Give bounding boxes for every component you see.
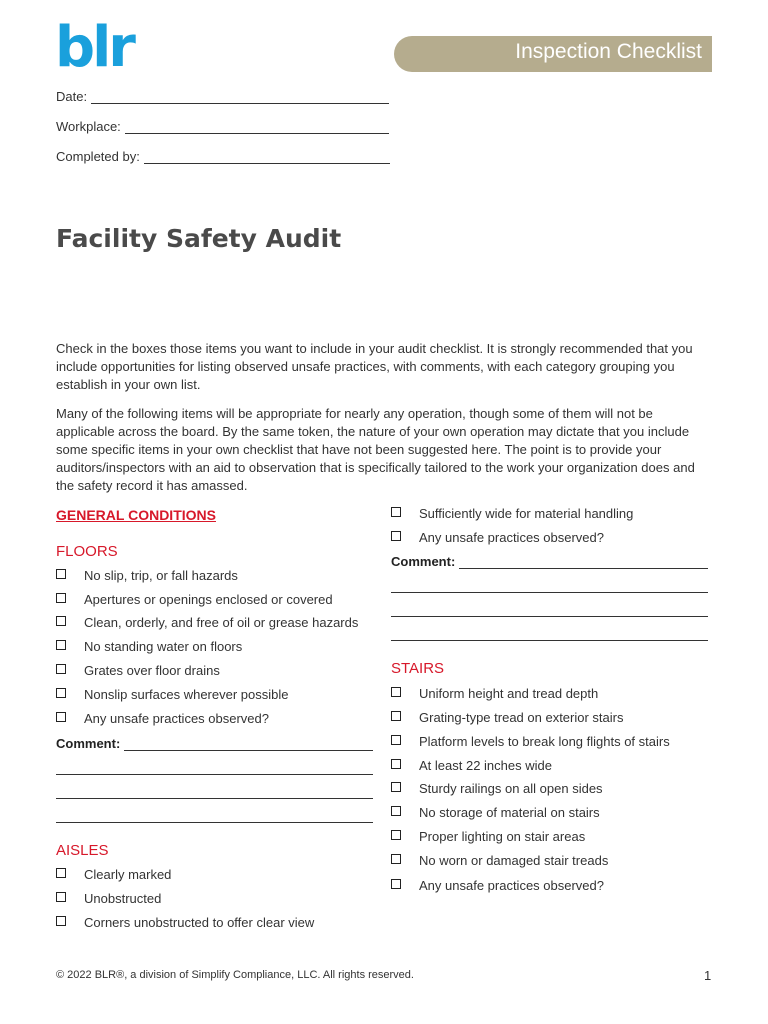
- date-input-line[interactable]: [91, 90, 389, 104]
- checkbox[interactable]: [56, 712, 66, 722]
- date-field: [56, 89, 389, 104]
- checkbox[interactable]: [56, 569, 66, 579]
- floors-comment: [56, 736, 120, 751]
- checklist-item[interactable]: [391, 853, 608, 868]
- blr-logo: blr: [55, 15, 133, 80]
- comment-line[interactable]: [459, 568, 708, 569]
- page-title: Facility Safety Audit: [56, 224, 342, 253]
- checkbox[interactable]: [391, 507, 401, 517]
- completed-by-label: Completed by:: [56, 149, 140, 164]
- checklist-item[interactable]: [56, 663, 220, 678]
- checkbox[interactable]: [56, 688, 66, 698]
- checklist-item-label: Platform levels to break long flights of stairs: [419, 734, 670, 749]
- comment-line[interactable]: [391, 592, 708, 593]
- checklist-item-label: No slip, trip, or fall hazards: [84, 568, 238, 583]
- checklist-item-label: Clearly marked: [84, 867, 172, 882]
- comment-line[interactable]: [124, 750, 373, 751]
- checklist-item-label: Proper lighting on stair areas: [419, 829, 586, 844]
- checklist-item-label: Grates over floor drains: [84, 663, 220, 678]
- checklist-item-label: No worn or damaged stair treads: [419, 853, 609, 868]
- checklist-item[interactable]: [391, 781, 603, 796]
- checklist-item[interactable]: [56, 915, 314, 930]
- comment-label: Comment:: [391, 554, 456, 569]
- checklist-item[interactable]: [56, 639, 242, 654]
- checklist-item-label: Uniform height and tread depth: [419, 686, 599, 701]
- comment-label: Comment:: [56, 736, 121, 751]
- checklist-item[interactable]: [391, 686, 598, 701]
- comment-line[interactable]: [56, 822, 373, 823]
- checklist-item[interactable]: [391, 734, 670, 749]
- checklist-item[interactable]: [391, 878, 604, 893]
- checklist-item[interactable]: [56, 687, 288, 702]
- intro-paragraph: Check in the boxes those items you want to include in your audit checklist. It is strongly recommended that you include opportunities for listing observed unsafe practices, with comments, with each category grouping you establish in your own list.: [56, 341, 693, 392]
- comment-line[interactable]: [56, 798, 373, 799]
- checklist-item-label: Any unsafe practices observed?: [419, 530, 604, 545]
- checklist-item[interactable]: [56, 568, 238, 583]
- checkbox[interactable]: [391, 782, 401, 792]
- checklist-item[interactable]: [56, 592, 333, 607]
- checklist-item-label: Sturdy railings on all open sides: [419, 781, 603, 796]
- checkbox[interactable]: [56, 868, 66, 878]
- checkbox[interactable]: [391, 806, 401, 816]
- checklist-item[interactable]: [391, 805, 600, 820]
- aisles-comment: [391, 554, 455, 569]
- checkbox[interactable]: [56, 664, 66, 674]
- checklist-item-label: Clean, orderly, and free of oil or grease hazards: [84, 615, 359, 630]
- checklist-item-label: At least 22 inches wide: [419, 758, 552, 773]
- checklist-item-label: Corners unobstructed to offer clear view: [84, 915, 315, 930]
- workplace-input-line[interactable]: [125, 120, 389, 134]
- guidance-paragraph: Many of the following items will be appropriate for nearly any operation, though some of them will not be applicable across the board. By the same token, the nature of your own operation may dictate that you include some specific items in your own checklist that have not been suggested here. The point is to provide your auditors/inspectors with an aid to observation that is specifically tailored to the work your organization does and the safety record it has amassed.: [56, 406, 695, 493]
- checklist-item-label: No storage of material on stairs: [419, 805, 600, 820]
- checklist-item-label: No standing water on floors: [84, 639, 243, 654]
- floors-heading: FLOORS: [56, 543, 118, 560]
- checkbox[interactable]: [56, 916, 66, 926]
- comment-line[interactable]: [56, 774, 373, 775]
- checkbox[interactable]: [391, 759, 401, 769]
- checklist-item-label: Apertures or openings enclosed or covered: [84, 592, 333, 607]
- checkbox[interactable]: [56, 616, 66, 626]
- comment-line[interactable]: [391, 640, 708, 641]
- checklist-item-label: Grating-type tread on exterior stairs: [419, 710, 624, 725]
- workplace-label: Workplace:: [56, 119, 121, 134]
- completed-by-field: [56, 149, 390, 164]
- checklist-item[interactable]: [391, 530, 604, 545]
- general-conditions-heading: GENERAL CONDITIONS: [56, 507, 216, 523]
- comment-line[interactable]: [391, 616, 708, 617]
- page-number: 1: [704, 968, 712, 983]
- inspection-checklist-banner: [394, 36, 712, 72]
- checkbox[interactable]: [391, 879, 401, 889]
- checkbox[interactable]: [56, 892, 66, 902]
- checkbox[interactable]: [56, 640, 66, 650]
- checklist-item[interactable]: [56, 891, 161, 906]
- checklist-item[interactable]: [391, 710, 623, 725]
- checklist-item[interactable]: [56, 867, 171, 882]
- stairs-heading: STAIRS: [391, 660, 445, 677]
- checkbox[interactable]: [56, 593, 66, 603]
- copyright-footer: © 2022 BLR®, a division of Simplify Compliance, LLC. All rights reserved.: [56, 969, 414, 981]
- checklist-item[interactable]: [56, 711, 269, 726]
- checklist-item-label: Unobstructed: [84, 891, 162, 906]
- checkbox[interactable]: [391, 531, 401, 541]
- banner-title: Inspection Checklist: [515, 40, 702, 63]
- checkbox[interactable]: [391, 854, 401, 864]
- checklist-item[interactable]: [391, 506, 633, 521]
- checklist-item-label: Nonslip surfaces wherever possible: [84, 687, 289, 702]
- checkbox[interactable]: [391, 711, 401, 721]
- date-label: Date:: [56, 89, 88, 104]
- checklist-item-label: Sufficiently wide for material handling: [419, 506, 634, 521]
- checklist-item-label: Any unsafe practices observed?: [419, 878, 604, 893]
- aisles-heading: AISLES: [56, 842, 109, 859]
- checklist-item[interactable]: [391, 829, 585, 844]
- checkbox[interactable]: [391, 735, 401, 745]
- workplace-field: [56, 119, 389, 134]
- checklist-item-label: Any unsafe practices observed?: [84, 711, 269, 726]
- checkbox[interactable]: [391, 687, 401, 697]
- checkbox[interactable]: [391, 830, 401, 840]
- completed-by-input-line[interactable]: [144, 150, 390, 164]
- checklist-item[interactable]: [56, 615, 358, 630]
- checklist-item[interactable]: [391, 758, 552, 773]
